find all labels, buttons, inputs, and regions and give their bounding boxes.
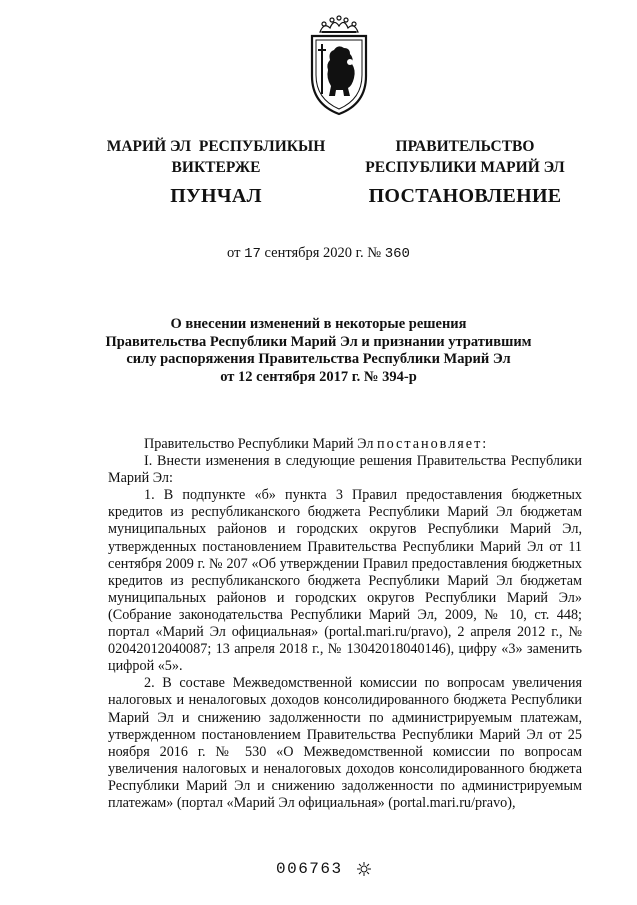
title-line3: силу распоряжения Правительства Республики Марий Эл [126,351,511,367]
intro-spaced-word: постановляет [376,436,483,452]
document-title [60,316,577,386]
document-number: 360 [384,246,410,262]
header-left-line1: МАРИЙ ЭЛ РЕСПУБЛИКЫН [106,138,326,155]
date-month-year: сентября 2020 г. [264,245,364,261]
header-left-doc-type: ПУНЧАЛ [170,185,262,207]
paragraph-1: I. Внести изменения в следующие решения Правительства Республики Марий Эл: [108,453,582,487]
header-left-line2: ВИКТЕРЖЕ [171,159,261,176]
title-line1: О внесении изменений в некоторые решения [170,316,467,332]
number-sign: № [367,245,382,261]
serial-number: 006763 [276,860,343,878]
intro-paragraph [108,436,582,453]
title-line2: Правительства Республики Марий Эл и признании утратившим [105,333,532,350]
paragraph-3: 2. В составе Межведомственной комиссии по вопросам увеличения налоговых и неналоговых доходов консолидированного бюджета Республики Марий Эл и снижению задолженности по администрируемым платежам, утвержденном постановлением Правительства Республики Марий Эл от 25 ноября 2016 г. № 530 «О Межведомственной комиссии по вопросам увеличения налоговых и неналоговых доходов консолидированного бюджета Республики Марий Эл и снижению задолженности по администрируемым платежам» (портал «Марий Эл официальная» (portal.mari.ru/pravo), [108,675,582,811]
date-prefix: от [227,245,241,261]
date-line [0,245,637,262]
intro-start: Правительство Республики Марий Эл [144,436,377,452]
paragraph-2: 1. В подпункте «б» пункта 3 Правил предоставления бюджетных кредитов из республиканского бюджета Республики Марий Эл бюджетам муниципальных районов и городских округов Республики Марий Эл, утвержденных постановлением Правительства Республики Марий Эл от 11 сентября 2009 г. № 207 «Об утверждении Правил предоставления бюджетных кредитов из республиканского бюджета Республики Марий Эл бюджетам муниципальных районов и городских округов Республики Марий Эл» (Собрание законодательства Республики Марий Эл, 2009, № 10, ст. 448; портал «Марий Эл официальная» (portal.mari.ru/pravo), 2 апреля 2012 г., № 02042012040087; 13 апреля 2018 г., № 13042018040146), цифру «3» заменить цифрой «5». [108,487,582,675]
header-left [96,136,336,207]
document-body [108,436,582,812]
ornament-mark-icon [356,861,372,877]
header-right [345,136,585,207]
date-day: 17 [244,246,261,262]
mari-el-coat-of-arms-icon [300,14,378,118]
header-right-line1: ПРАВИТЕЛЬСТВО [395,138,535,155]
header-right-line2: РЕСПУБЛИКИ МАРИЙ ЭЛ [365,159,565,176]
title-line4: от 12 сентября 2017 г. № 394-р [220,368,417,385]
header-right-doc-type: ПОСТАНОВЛЕНИЕ [368,185,562,207]
intro-end: : [482,436,487,452]
